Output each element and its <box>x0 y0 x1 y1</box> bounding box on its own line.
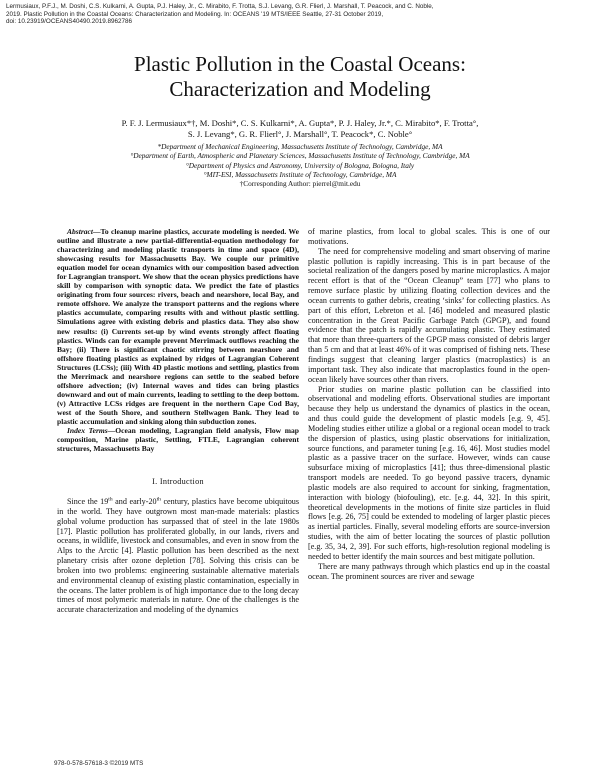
paper-title <box>0 52 600 102</box>
index-terms-text: —Ocean modeling, Lagrangian field analysis, Flow map composition, Marine plastic, Settling, FTLE, Lagrangian coherent structures, Massachusetts Bay <box>57 426 299 454</box>
left-column <box>57 227 299 615</box>
footer-isbn: 978-0-578-57618-3 ©2019 MTS <box>54 760 144 767</box>
title-line-2: Characterization and Modeling <box>169 77 431 101</box>
intro-p1-sup-2: th <box>156 496 161 503</box>
right-column <box>308 227 550 581</box>
index-terms <box>57 426 299 453</box>
affiliation-bologna: °Department of Physics and Astronomy, University of Bologna, Bologna, Italy <box>185 160 415 170</box>
citation-header <box>6 3 594 26</box>
corresponding-author: †Corresponding Author: pierrel@mit.edu <box>239 179 361 189</box>
section-heading-introduction: I. Introduction <box>152 477 204 487</box>
intro-p1-sup-1: th <box>108 496 113 503</box>
intro-p1-part-b: and early-20 <box>112 497 157 507</box>
affiliation-mit-esi: °MIT-ESI, Massachusetts Institute of Technology, Cambridge, MA <box>203 169 397 179</box>
title-line-1: Plastic Pollution in the Coastal Oceans: <box>134 52 466 76</box>
abstract <box>57 227 299 426</box>
affiliations <box>30 142 570 188</box>
index-terms-label: Index Terms <box>67 426 108 436</box>
affiliation-mech-eng: *Department of Mechanical Engineering, Massachusetts Institute of Technology, Cambridge, MA <box>157 142 443 151</box>
intro-paragraph-4: Prior studies on marine plastic pollution can be classified into observational and modeling efforts. Observational studies are important because they help us understand the dynamics of plastics in the ocean, and thus could guide the development of plastic models [e.g. 9, 45]. Modeling studies either utilize a global or a regional ocean model to track the dispersion of plastics, using plastic observations for initialization, source functions, and parameter tuning [e.g. 16, 46]. Most studies model plastic as a passive tracer on the surface. However, winds can cause subsurface mixing of microplastics [41]; thus three-dimensional plastic transport models are needed. To go beyond passive tracers, dynamic plastic models are also required to account for sinking, fragmentation, interaction with biology (biofouling), etc. [e.g. 44, 32]. In this spirit, theoretical developments in the motions of finite size particles in fluid flows [e.g. 26, 75] could be extended to modeling of larger plastic pieces as inertial particles. Finally, several modeling efforts are source-inversion studies, with the aim of better locating the sources of plastic pollution [e.g. 35, 34, 2, 39]. For such efforts, high-resolution regional modeling is needed to better identify the main sources and best mitigate pollution. <box>308 384 550 561</box>
authors-line-2: S. J. Levang*, G. R. Flierl°, J. Marshall°, T. Peacock*, C. Noble° <box>187 129 413 139</box>
intro-paragraph-1 <box>57 497 299 615</box>
authors-line-1: P. F. J. Lermusiaux*†, M. Doshi*, C. S. Kulkarni*, A. Gupta*, P. J. Haley, Jr.*, C. Mirabito*, F. Trotta°, <box>121 118 479 128</box>
intro-paragraph-2: of marine plastics, from local to global scales. This is one of our motivations. <box>308 227 550 246</box>
intro-p1-part-c: century, plastics have become ubiquitous in the world. They have outgrown most man-made materials: plastics global volume production has surpassed that of steel in the late 1980s [17]. Plastic pollution has proliferated globally, in our lands, rivers and oceans, in wildlife, livestock and consumables, and even in snow from the Alps to the Arctic [4]. Plastic pollution has been described as the next planetary crisis after ozone depletion [78]. Solving this crisis can be broken into two problems: engineering sustainable alternative materials and environmental cleanup of existing plastic contamination, especially in the oceans. The latter problem is of high importance due to the long decay times of most polymeric materials in nature. One of the challenges is the accurate characterization and modeling of the dynamics <box>57 497 299 615</box>
abstract-label: Abstract <box>67 227 93 236</box>
intro-paragraph-3: The need for comprehensive modeling and smart observing of marine plastic pollution is rapidly increasing. This is in part because of the societal realization of the dangers posed by marine microplastics. A major recent effort is that of the “Ocean Cleanup” team [77] who plans to remove surface plastic by utilizing floating collection devices and the ocean currents to gather debris, creating ‘sinks’ for collecting plastics. As part of this effort, Lebreton et al. [46] modeled and measured plastic concentration in the Great Pacific Garbage Patch (GPGP), and found evidence that the patch is rapidly accumulating plastic. They estimated that more than three-quarters of the GPGP mass consisted of debris larger than 5 cm and that at least 46% of it was comprised of fishing nets. These findings suggest that cleaning larger plastics (macroplastics) is an important task. They also indicate that macroplastics found in the open-ocean likely have sources other than rivers. <box>308 246 550 384</box>
citation-doi[interactable]: doi: 10.23919/OCEANS40490.2019.8962786 <box>6 18 133 26</box>
intro-p1-part-a: Since the 19 <box>67 497 109 507</box>
citation-line-2: 2019. Plastic Pollution in the Coastal Oceans: Characterization and Modeling. In: OCEANS '19 MTS/IEEE Seattle, 27-31 October 2019, <box>6 10 384 18</box>
affiliation-eaps: °Department of Earth, Atmospheric and Planetary Sciences, Massachusetts Institute of Technology, Cambridge, MA <box>130 151 470 161</box>
abstract-text: —To cleanup marine plastics, accurate modeling is needed. We outline and illustrate a new partial-differential-equation methodology for characterizing and modeling plastic transports in time and space (4D), showcasing results for Massachusetts Bay. We couple our primitive equation model for ocean dynamics with our composition based advection for Lagrangian transport. We show that the ocean physics predictions have skill by comparison with synoptic data. We predict the fate of plastics originating from four sources: rivers, beach and nearshore, local Bay, and remote offshore. We analyze the transport patterns and the regions where plastics accumulate, comparing results with and without plastic settling. Simulations agree with existing debris and plastics data. They also show new results: (i) Currents set-up by wind events strongly affect floating plastics. Winds can for example prevent Merrimack outflows reaching the Bay; (ii) There is significant chaotic stirring between nearshore and offshore floating plastics as explained by ridges of Lagrangian Coherent Structures (LCSs); (iii) With 4D plastic motions and settling, plastics from the Merrimack and nearshore regions can settle to the seabed before offshore advection; (iv) Internal waves and tides can bring plastics downward and out of main currents, leading to settling to the deep bottom. (v) Attractive LCSs ridges are frequent in the northern Cape Cod Bay, west of the South Shore, and southern Stellwagen Bank. They lead to plastic accumulation and sinking along thin subduction zones. <box>57 227 299 426</box>
author-list <box>58 118 542 140</box>
citation-line-1: Lermusiaux, P.F.J., M. Doshi, C.S. Kulkarni, A. Gupta, P.J. Haley, Jr., C. Mirabito, F. Trotta, S.J. Levang, G.R. Flierl, J. Marshall, T. Peacock, and C. Noble, <box>6 3 434 10</box>
intro-paragraph-5: There are many pathways through which plastics end up in the coastal ocean. The prominent sources are river and sewage <box>308 561 550 581</box>
